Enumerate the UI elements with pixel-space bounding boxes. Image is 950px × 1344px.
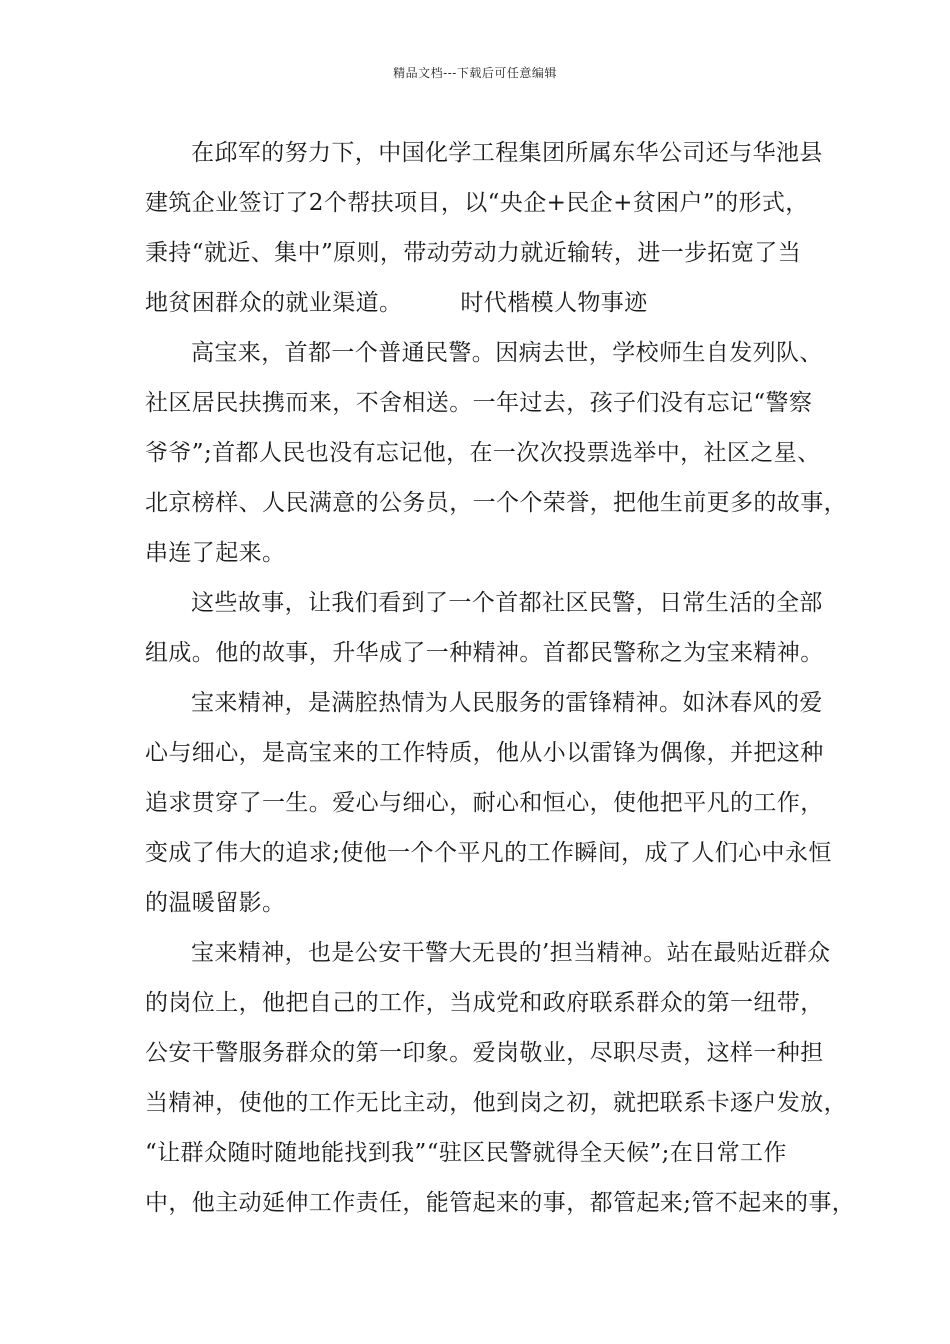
text-line: 串连了起来。	[145, 540, 286, 566]
text-line: 中，他主动延伸工作责任，能管起来的事，都管起来;管不起来的事，	[145, 1190, 856, 1216]
text-line: 社区居民扶携而来，不舍相送。一年过去，孩子们没有忘记“警察	[145, 390, 813, 416]
text-line-with-heading	[145, 288, 648, 318]
text-line: 秉持“就近、集中”原则，带动劳动力就近输转，进一步拓宽了当	[145, 240, 802, 266]
page-header: 精品文档---下载后可任意编辑	[393, 66, 557, 80]
text-line: 在邱军的努力下，中国化学工程集团所属东华公司还与华池县	[191, 140, 823, 166]
text-line: 心与细心，是高宝来的工作特质，他从小以雷锋为偶像，并把这种	[145, 740, 824, 766]
text-line: 的温暖留影。	[145, 890, 286, 916]
text-line: 高宝来，首都一个普通民警。因病去世，学校师生自发列队、	[191, 340, 823, 366]
text-line: 当精神，使他的工作无比主动，他到岗之初，就把联系卡逐户发放，	[145, 1090, 847, 1116]
text-line: 变成了伟大的追求;使他一个个平凡的工作瞬间，成了人们心中永恒	[145, 840, 832, 866]
text-line: 的岗位上，他把自己的工作，当成党和政府联系群众的第一纽带，	[145, 990, 824, 1016]
text-line: 宝来精神，是满腔热情为人民服务的雷锋精神。如沐春风的爱	[191, 690, 823, 716]
text-line: 北京榜样、人民满意的公务员，一个个荣誉，把他生前更多的故事，	[145, 490, 847, 516]
text-line: 建筑企业签订了2个帮扶项目，以“央企+民企+贫困户”的形式，	[145, 190, 809, 216]
text-line: 这些故事，让我们看到了一个首都社区民警，日常生活的全部	[191, 590, 823, 616]
section-heading: 时代楷模人物事迹	[460, 290, 648, 316]
text-line: 组成。他的故事，升华成了一种精神。首都民警称之为宝来精神。	[145, 640, 824, 666]
text-line: “让群众随时随地能找到我”“驻区民警就得全天候”;在日常工作	[145, 1140, 787, 1166]
text-line: 公安干警服务群众的第一印象。爱岗敬业，尽职尽责，这样一种担	[145, 1040, 824, 1066]
text-line: 地贫困群众的就业渠道。	[145, 290, 403, 316]
text-line: 追求贯穿了一生。爱心与细心，耐心和恒心，使他把平凡的工作，	[145, 790, 824, 816]
text-line: 宝来精神，也是公安干警大无畏的’担当精神。站在最贴近群众	[191, 940, 831, 966]
text-line: 爷爷”;首都人民也没有忘记他，在一次次投票选举中，社区之星、	[145, 440, 821, 466]
